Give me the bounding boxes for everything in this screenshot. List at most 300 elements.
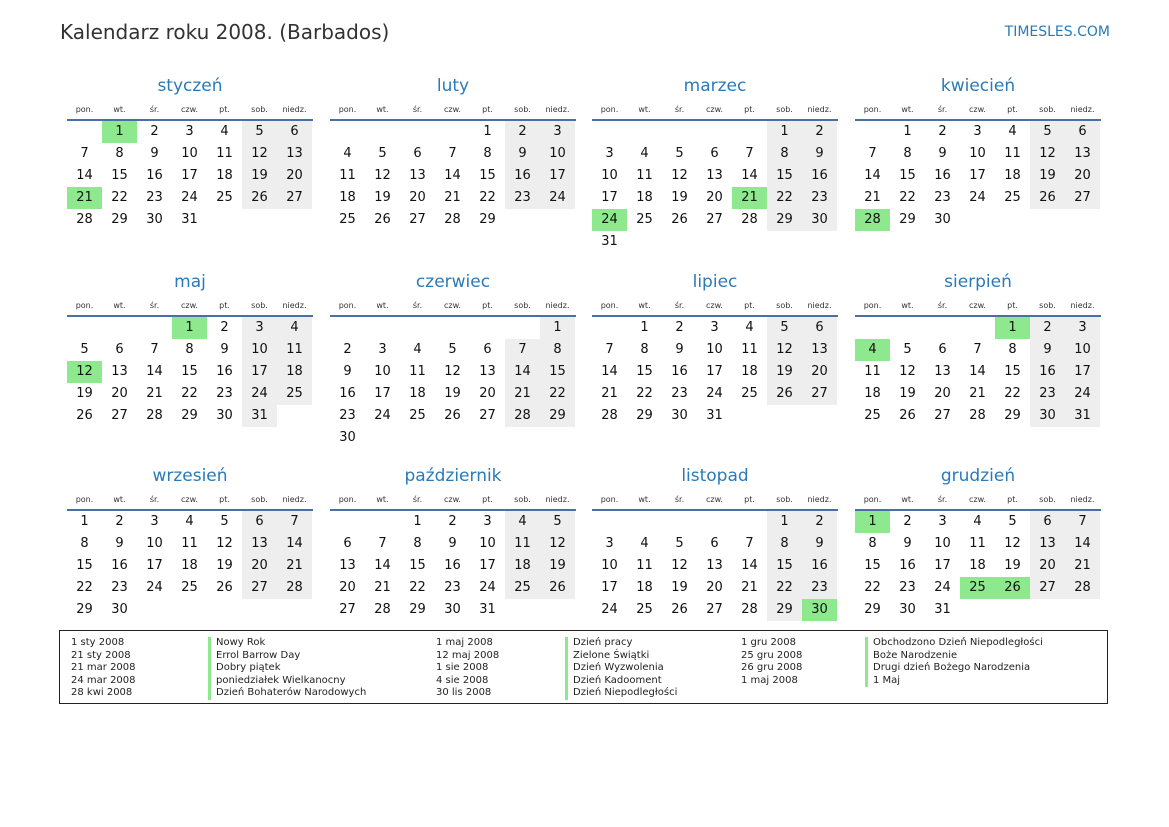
day-cell[interactable]: 8 [483, 146, 492, 161]
day-cell[interactable]: 3 [150, 514, 159, 529]
day-cell[interactable]: 13 [802, 339, 837, 361]
day-cell[interactable]: 4 [973, 514, 982, 529]
day-cell[interactable]: 6 [343, 536, 352, 551]
day-cell[interactable]: 25 [409, 408, 426, 423]
day-cell[interactable]: 27 [277, 187, 312, 209]
day-cell[interactable]: 14 [76, 168, 93, 183]
day-cell[interactable]: 12 [242, 143, 277, 165]
day-cell[interactable]: 20 [802, 361, 837, 383]
day-cell[interactable]: 30 [146, 212, 163, 227]
day-cell[interactable]: 3 [185, 124, 194, 139]
day-cell[interactable]: 27 [111, 408, 128, 423]
day-cell[interactable]: 22 [864, 580, 881, 595]
day-cell[interactable]: 2 [343, 342, 352, 357]
day-cell[interactable]: 25 [636, 602, 653, 617]
day-cell[interactable]: 20 [1030, 555, 1065, 577]
day-cell[interactable]: 24 [242, 383, 277, 405]
day-cell[interactable]: 17 [601, 580, 618, 595]
day-cell[interactable]: 29 [111, 212, 128, 227]
day-cell[interactable]: 20 [111, 386, 128, 401]
day-cell[interactable]: 15 [111, 168, 128, 183]
day-cell[interactable]: 31 [601, 234, 618, 249]
day-cell[interactable]: 21 [969, 386, 986, 401]
day-cell[interactable]: 29 [864, 602, 881, 617]
day-cell[interactable]: 26 [374, 212, 391, 227]
day-cell[interactable]: 28 [741, 602, 758, 617]
day-cell[interactable]: 19 [899, 386, 916, 401]
day-cell[interactable]: 7 [150, 342, 159, 357]
day-cell[interactable]: 11 [636, 558, 653, 573]
day-cell[interactable]: 4 [413, 342, 422, 357]
day-cell[interactable]: 9 [938, 146, 947, 161]
day-cell[interactable]: 6 [710, 536, 719, 551]
day-cell[interactable]: 8 [767, 533, 802, 555]
day-cell[interactable]: 18 [339, 190, 356, 205]
day-cell[interactable]: 26 [540, 577, 575, 599]
day-cell[interactable]: 2 [1030, 317, 1065, 339]
holiday-cell[interactable]: 21 [67, 187, 102, 209]
day-cell[interactable]: 7 [80, 146, 89, 161]
day-cell[interactable]: 9 [675, 342, 684, 357]
day-cell[interactable]: 16 [934, 168, 951, 183]
holiday-cell[interactable]: 25 [960, 577, 995, 599]
day-cell[interactable]: 15 [864, 558, 881, 573]
day-cell[interactable]: 14 [969, 364, 986, 379]
day-cell[interactable]: 3 [938, 514, 947, 529]
day-cell[interactable]: 23 [339, 408, 356, 423]
day-cell[interactable]: 6 [710, 146, 719, 161]
holiday-cell[interactable]: 1 [995, 317, 1030, 339]
day-cell[interactable]: 27 [1065, 187, 1100, 209]
day-cell[interactable]: 6 [277, 121, 312, 143]
day-cell[interactable]: 4 [640, 146, 649, 161]
day-cell[interactable]: 13 [479, 364, 496, 379]
day-cell[interactable]: 18 [277, 361, 312, 383]
day-cell[interactable]: 17 [706, 364, 723, 379]
day-cell[interactable]: 28 [1065, 577, 1100, 599]
day-cell[interactable]: 17 [479, 558, 496, 573]
day-cell[interactable]: 17 [181, 168, 198, 183]
day-cell[interactable]: 10 [374, 364, 391, 379]
day-cell[interactable]: 29 [767, 599, 802, 621]
day-cell[interactable]: 29 [636, 408, 653, 423]
day-cell[interactable]: 16 [899, 558, 916, 573]
day-cell[interactable]: 1 [540, 317, 575, 339]
day-cell[interactable]: 24 [706, 386, 723, 401]
day-cell[interactable]: 26 [242, 187, 277, 209]
day-cell[interactable]: 18 [741, 364, 758, 379]
day-cell[interactable]: 2 [220, 320, 229, 335]
holiday-cell[interactable]: 12 [67, 361, 102, 383]
day-cell[interactable]: 25 [339, 212, 356, 227]
day-cell[interactable]: 24 [934, 580, 951, 595]
day-cell[interactable]: 12 [671, 558, 688, 573]
day-cell[interactable]: 15 [899, 168, 916, 183]
day-cell[interactable]: 28 [76, 212, 93, 227]
day-cell[interactable]: 18 [1004, 168, 1021, 183]
day-cell[interactable]: 8 [185, 342, 194, 357]
holiday-cell[interactable]: 26 [995, 577, 1030, 599]
day-cell[interactable]: 24 [601, 602, 618, 617]
day-cell[interactable]: 8 [413, 536, 422, 551]
day-cell[interactable]: 27 [409, 212, 426, 227]
day-cell[interactable]: 21 [277, 555, 312, 577]
day-cell[interactable]: 10 [242, 339, 277, 361]
day-cell[interactable]: 20 [409, 190, 426, 205]
day-cell[interactable]: 11 [505, 533, 540, 555]
day-cell[interactable]: 18 [181, 558, 198, 573]
day-cell[interactable]: 14 [277, 533, 312, 555]
day-cell[interactable]: 16 [802, 165, 837, 187]
holiday-cell[interactable]: 21 [732, 187, 767, 209]
day-cell[interactable]: 2 [675, 320, 684, 335]
day-cell[interactable]: 14 [741, 168, 758, 183]
day-cell[interactable]: 9 [505, 143, 540, 165]
day-cell[interactable]: 3 [605, 536, 614, 551]
day-cell[interactable]: 4 [505, 511, 540, 533]
day-cell[interactable]: 13 [339, 558, 356, 573]
day-cell[interactable]: 10 [601, 168, 618, 183]
day-cell[interactable]: 28 [741, 212, 758, 227]
day-cell[interactable]: 9 [115, 536, 124, 551]
day-cell[interactable]: 20 [242, 555, 277, 577]
holiday-cell[interactable]: 28 [855, 209, 890, 231]
day-cell[interactable]: 23 [934, 190, 951, 205]
day-cell[interactable]: 10 [1065, 339, 1100, 361]
day-cell[interactable]: 10 [934, 536, 951, 551]
day-cell[interactable]: 24 [1065, 383, 1100, 405]
day-cell[interactable]: 6 [802, 317, 837, 339]
day-cell[interactable]: 3 [540, 121, 575, 143]
day-cell[interactable]: 30 [111, 602, 128, 617]
day-cell[interactable]: 22 [767, 577, 802, 599]
day-cell[interactable]: 15 [479, 168, 496, 183]
day-cell[interactable]: 11 [216, 146, 233, 161]
day-cell[interactable]: 4 [745, 320, 754, 335]
day-cell[interactable]: 3 [973, 124, 982, 139]
day-cell[interactable]: 17 [540, 165, 575, 187]
day-cell[interactable]: 23 [146, 190, 163, 205]
day-cell[interactable]: 11 [864, 364, 881, 379]
day-cell[interactable]: 3 [483, 514, 492, 529]
day-cell[interactable]: 3 [1065, 317, 1100, 339]
day-cell[interactable]: 13 [242, 533, 277, 555]
day-cell[interactable]: 7 [745, 146, 754, 161]
day-cell[interactable]: 22 [181, 386, 198, 401]
holiday-cell[interactable]: 24 [592, 209, 627, 231]
day-cell[interactable]: 31 [181, 212, 198, 227]
day-cell[interactable]: 19 [242, 165, 277, 187]
day-cell[interactable]: 13 [934, 364, 951, 379]
day-cell[interactable]: 9 [448, 536, 457, 551]
day-cell[interactable]: 21 [146, 386, 163, 401]
day-cell[interactable]: 2 [115, 514, 124, 529]
day-cell[interactable]: 15 [767, 165, 802, 187]
day-cell[interactable]: 23 [671, 386, 688, 401]
day-cell[interactable]: 15 [540, 361, 575, 383]
day-cell[interactable]: 28 [444, 212, 461, 227]
day-cell[interactable]: 21 [505, 383, 540, 405]
day-cell[interactable]: 9 [150, 146, 159, 161]
day-cell[interactable]: 28 [601, 408, 618, 423]
day-cell[interactable]: 25 [216, 190, 233, 205]
day-cell[interactable]: 27 [802, 383, 837, 405]
day-cell[interactable]: 18 [636, 190, 653, 205]
day-cell[interactable]: 26 [767, 383, 802, 405]
day-cell[interactable]: 22 [767, 187, 802, 209]
day-cell[interactable]: 28 [374, 602, 391, 617]
day-cell[interactable]: 27 [706, 602, 723, 617]
day-cell[interactable]: 5 [540, 511, 575, 533]
day-cell[interactable]: 25 [505, 577, 540, 599]
day-cell[interactable]: 6 [1030, 511, 1065, 533]
day-cell[interactable]: 16 [505, 165, 540, 187]
day-cell[interactable]: 13 [706, 168, 723, 183]
day-cell[interactable]: 12 [216, 536, 233, 551]
day-cell[interactable]: 23 [216, 386, 233, 401]
day-cell[interactable]: 6 [938, 342, 947, 357]
holiday-cell[interactable]: 1 [855, 511, 890, 533]
day-cell[interactable]: 11 [339, 168, 356, 183]
day-cell[interactable]: 3 [710, 320, 719, 335]
day-cell[interactable]: 22 [899, 190, 916, 205]
day-cell[interactable]: 7 [973, 342, 982, 357]
day-cell[interactable]: 12 [671, 168, 688, 183]
day-cell[interactable]: 26 [671, 602, 688, 617]
day-cell[interactable]: 30 [444, 602, 461, 617]
day-cell[interactable]: 17 [1065, 361, 1100, 383]
day-cell[interactable]: 15 [76, 558, 93, 573]
day-cell[interactable]: 21 [741, 580, 758, 595]
day-cell[interactable]: 8 [767, 143, 802, 165]
day-cell[interactable]: 24 [479, 580, 496, 595]
day-cell[interactable]: 18 [636, 580, 653, 595]
day-cell[interactable]: 12 [1004, 536, 1021, 551]
day-cell[interactable]: 4 [185, 514, 194, 529]
day-cell[interactable]: 14 [444, 168, 461, 183]
day-cell[interactable]: 13 [1030, 533, 1065, 555]
day-cell[interactable]: 17 [374, 386, 391, 401]
day-cell[interactable]: 28 [146, 408, 163, 423]
day-cell[interactable]: 27 [706, 212, 723, 227]
day-cell[interactable]: 20 [706, 190, 723, 205]
day-cell[interactable]: 12 [374, 168, 391, 183]
day-cell[interactable]: 30 [934, 212, 951, 227]
day-cell[interactable]: 30 [899, 602, 916, 617]
day-cell[interactable]: 25 [277, 383, 312, 405]
day-cell[interactable]: 5 [80, 342, 89, 357]
day-cell[interactable]: 28 [505, 405, 540, 427]
day-cell[interactable]: 23 [444, 580, 461, 595]
day-cell[interactable]: 5 [1030, 121, 1065, 143]
day-cell[interactable]: 16 [444, 558, 461, 573]
day-cell[interactable]: 19 [444, 386, 461, 401]
day-cell[interactable]: 23 [1030, 383, 1065, 405]
day-cell[interactable]: 18 [969, 558, 986, 573]
day-cell[interactable]: 2 [448, 514, 457, 529]
day-cell[interactable]: 20 [1065, 165, 1100, 187]
day-cell[interactable]: 7 [868, 146, 877, 161]
day-cell[interactable]: 25 [181, 580, 198, 595]
day-cell[interactable]: 4 [220, 124, 229, 139]
day-cell[interactable]: 19 [540, 555, 575, 577]
day-cell[interactable]: 16 [146, 168, 163, 183]
day-cell[interactable]: 7 [605, 342, 614, 357]
day-cell[interactable]: 6 [115, 342, 124, 357]
day-cell[interactable]: 5 [220, 514, 229, 529]
day-cell[interactable]: 3 [242, 317, 277, 339]
day-cell[interactable]: 13 [706, 558, 723, 573]
day-cell[interactable]: 11 [277, 339, 312, 361]
day-cell[interactable]: 26 [671, 212, 688, 227]
day-cell[interactable]: 23 [802, 577, 837, 599]
day-cell[interactable]: 20 [339, 580, 356, 595]
day-cell[interactable]: 4 [277, 317, 312, 339]
day-cell[interactable]: 2 [150, 124, 159, 139]
day-cell[interactable]: 23 [505, 187, 540, 209]
day-cell[interactable]: 19 [767, 361, 802, 383]
day-cell[interactable]: 17 [242, 361, 277, 383]
day-cell[interactable]: 5 [767, 317, 802, 339]
day-cell[interactable]: 24 [969, 190, 986, 205]
day-cell[interactable]: 16 [339, 386, 356, 401]
day-cell[interactable]: 27 [479, 408, 496, 423]
day-cell[interactable]: 6 [1065, 121, 1100, 143]
day-cell[interactable]: 25 [1004, 190, 1021, 205]
day-cell[interactable]: 10 [969, 146, 986, 161]
day-cell[interactable]: 12 [444, 364, 461, 379]
day-cell[interactable]: 27 [934, 408, 951, 423]
day-cell[interactable]: 18 [505, 555, 540, 577]
day-cell[interactable]: 7 [378, 536, 387, 551]
day-cell[interactable]: 29 [899, 212, 916, 227]
day-cell[interactable]: 7 [1065, 511, 1100, 533]
day-cell[interactable]: 7 [745, 536, 754, 551]
day-cell[interactable]: 21 [1065, 555, 1100, 577]
day-cell[interactable]: 18 [409, 386, 426, 401]
day-cell[interactable]: 19 [671, 580, 688, 595]
day-cell[interactable]: 9 [802, 533, 837, 555]
day-cell[interactable]: 4 [1008, 124, 1017, 139]
day-cell[interactable]: 14 [146, 364, 163, 379]
day-cell[interactable]: 10 [181, 146, 198, 161]
day-cell[interactable]: 29 [767, 209, 802, 231]
day-cell[interactable]: 7 [505, 339, 540, 361]
day-cell[interactable]: 14 [864, 168, 881, 183]
day-cell[interactable]: 2 [802, 511, 837, 533]
day-cell[interactable]: 6 [483, 342, 492, 357]
day-cell[interactable]: 1 [413, 514, 422, 529]
day-cell[interactable]: 10 [479, 536, 496, 551]
day-cell[interactable]: 15 [181, 364, 198, 379]
day-cell[interactable]: 16 [802, 555, 837, 577]
day-cell[interactable]: 6 [242, 511, 277, 533]
day-cell[interactable]: 22 [111, 190, 128, 205]
day-cell[interactable]: 2 [802, 121, 837, 143]
day-cell[interactable]: 27 [339, 602, 356, 617]
day-cell[interactable]: 10 [146, 536, 163, 551]
day-cell[interactable]: 16 [111, 558, 128, 573]
day-cell[interactable]: 22 [540, 383, 575, 405]
site-link[interactable]: TIMESLES.COM [1004, 24, 1110, 40]
day-cell[interactable]: 2 [903, 514, 912, 529]
day-cell[interactable]: 21 [864, 190, 881, 205]
day-cell[interactable]: 9 [343, 364, 352, 379]
day-cell[interactable]: 9 [802, 143, 837, 165]
holiday-cell[interactable]: 30 [802, 599, 837, 621]
day-cell[interactable]: 20 [277, 165, 312, 187]
day-cell[interactable]: 15 [409, 558, 426, 573]
day-cell[interactable]: 10 [706, 342, 723, 357]
day-cell[interactable]: 12 [540, 533, 575, 555]
day-cell[interactable]: 19 [1004, 558, 1021, 573]
day-cell[interactable]: 9 [903, 536, 912, 551]
day-cell[interactable]: 5 [903, 342, 912, 357]
day-cell[interactable]: 17 [601, 190, 618, 205]
day-cell[interactable]: 8 [640, 342, 649, 357]
day-cell[interactable]: 14 [1065, 533, 1100, 555]
day-cell[interactable]: 17 [934, 558, 951, 573]
day-cell[interactable]: 3 [605, 146, 614, 161]
holiday-cell[interactable]: 1 [102, 121, 137, 143]
day-cell[interactable]: 24 [181, 190, 198, 205]
holiday-cell[interactable]: 4 [855, 339, 890, 361]
day-cell[interactable]: 29 [479, 212, 496, 227]
day-cell[interactable]: 30 [216, 408, 233, 423]
day-cell[interactable]: 25 [636, 212, 653, 227]
day-cell[interactable]: 20 [934, 386, 951, 401]
day-cell[interactable]: 13 [409, 168, 426, 183]
day-cell[interactable]: 1 [640, 320, 649, 335]
day-cell[interactable]: 26 [444, 408, 461, 423]
day-cell[interactable]: 31 [706, 408, 723, 423]
day-cell[interactable]: 23 [111, 580, 128, 595]
day-cell[interactable]: 25 [864, 408, 881, 423]
day-cell[interactable]: 19 [671, 190, 688, 205]
day-cell[interactable]: 30 [339, 430, 356, 445]
day-cell[interactable]: 11 [1004, 146, 1021, 161]
day-cell[interactable]: 21 [444, 190, 461, 205]
day-cell[interactable]: 11 [181, 536, 198, 551]
day-cell[interactable]: 19 [374, 190, 391, 205]
day-cell[interactable]: 16 [216, 364, 233, 379]
day-cell[interactable]: 12 [767, 339, 802, 361]
day-cell[interactable]: 14 [505, 361, 540, 383]
day-cell[interactable]: 29 [181, 408, 198, 423]
day-cell[interactable]: 28 [277, 577, 312, 599]
day-cell[interactable]: 1 [767, 121, 802, 143]
day-cell[interactable]: 17 [146, 558, 163, 573]
day-cell[interactable]: 29 [76, 602, 93, 617]
day-cell[interactable]: 22 [76, 580, 93, 595]
day-cell[interactable]: 11 [741, 342, 758, 357]
day-cell[interactable]: 1 [80, 514, 89, 529]
day-cell[interactable]: 20 [706, 580, 723, 595]
day-cell[interactable]: 11 [409, 364, 426, 379]
day-cell[interactable]: 5 [448, 342, 457, 357]
day-cell[interactable]: 30 [1030, 405, 1065, 427]
day-cell[interactable]: 22 [1004, 386, 1021, 401]
day-cell[interactable]: 26 [1030, 187, 1065, 209]
day-cell[interactable]: 6 [413, 146, 422, 161]
day-cell[interactable]: 26 [899, 408, 916, 423]
day-cell[interactable]: 29 [540, 405, 575, 427]
day-cell[interactable]: 8 [903, 146, 912, 161]
day-cell[interactable]: 4 [640, 536, 649, 551]
day-cell[interactable]: 12 [1030, 143, 1065, 165]
day-cell[interactable]: 23 [802, 187, 837, 209]
day-cell[interactable]: 4 [343, 146, 352, 161]
